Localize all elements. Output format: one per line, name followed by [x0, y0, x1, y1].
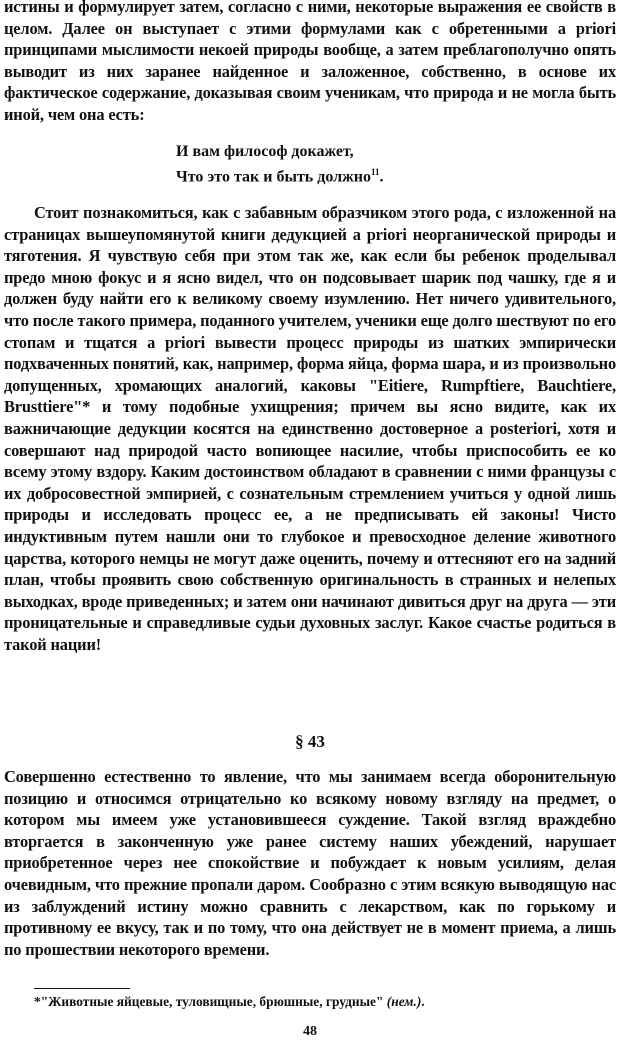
verse-line-1: И вам философ докажет, — [176, 143, 354, 160]
paragraph-section: Совершенно естественно то явление, что мы занимаем всегда оборонительную позицию и относимся отрицательно ко всякому новому взгляду на предмет, о котором мы имеем уже установившееся суждение. Такой взгляд враждебно вторгается в законченную уже ранее систему наших убеждений, нарушает приобретенное через нее спокойствие и побуждает к новым усилиям, делая очевидным, что прежние пропали даром. Сообразно с этим всякую выводящую нас из заблуждений истину можно сравнить с лекарством, как по горькому и противному ее вкусу, так и по тому, что она действует не в момент приема, а лишь по прошествии некоторого времени. — [4, 767, 616, 959]
verse-line-2-end: . — [379, 168, 384, 186]
verse-line-2-text: Что это так и быть должно — [176, 168, 371, 186]
verse-quote — [176, 142, 383, 187]
paragraph-intro: истины и формулирует затем, согласно с ними, некоторые выражения ее свойств в целом. Далее он выступает с этими формулами как с обретенными a priori принципами мыслимости некоей природы вообще, а затем преблагополучно опять выводит из них заранее найденное и заложенное, собственно, в основе их фактическое содержание, доказывая своим ученикам, что природа и не могла быть иной, чем она есть: — [4, 0, 616, 124]
footnote-language: (нем.) — [386, 994, 422, 1009]
footnote — [34, 994, 425, 1010]
page-number: 48 — [303, 1024, 317, 1039]
book-page — [4, 0, 616, 1044]
paragraph-main: Стоит познакомиться, как с забавным образчиком этого рода, с изложенной на страницах вышеупомянутой книги дедукцией a priori неорганической природы и тяготения. Я чувствую себя при этом так же, как если бы ребенок проделывал предо мною фокус и я ясно видел, что он подсовывает шарик под чашку, где я и должен буду найти его к великому своему изумлению. Нет ничего удивительного, что после такого примера, поданного учителем, ученики еще долго шествуют по его стопам и тщатся a priori вывести процесс природы из шатких эмпирически подхваченных понятий, как, например, форма яйца, форма шара, и из произвольно допущенных, хромающих аналогий, каковы "Eitiere, Rumpftiere, Bauchtiere, Brusttiere"* и тому подобные ухищрения; причем вы ясно видите, как их важничающие дедукции косятся на единственно достоверное a posteriori, хотя и совершают над природой часто вопиющее насилие, чтобы приспособить ее ко всему этому вздору. Каким достоинством обладают в сравнении с ними французы с их добросовестной эмпирией, с сознательным стремлением учиться у одной лишь природы и исследовать процесс ее, а не предписывать ей законы! Чисто индуктивным путем нашли они то глубокое и превосходное деление животного царства, которого немцы не могут даже оценить, почему и оттесняют его на задний план, чтобы проявить свою собственную оригинальность в странных и нелепых выходках, вроде приведенных; и затем они начинают дивиться друг на друга — эти проницательные и справедливые судьи духовных заслуг. Какое счастье родиться в такой нации! — [4, 203, 616, 654]
verse-line-2 — [176, 162, 383, 187]
footnote-text: *"Животные яйцевые, туловищные, брюшные, грудные" — [34, 994, 384, 1009]
footnote-end: . — [421, 994, 425, 1009]
footnote-divider — [34, 988, 130, 989]
footnote-reference: 11 — [370, 167, 380, 177]
section-heading: § 43 — [295, 732, 325, 751]
